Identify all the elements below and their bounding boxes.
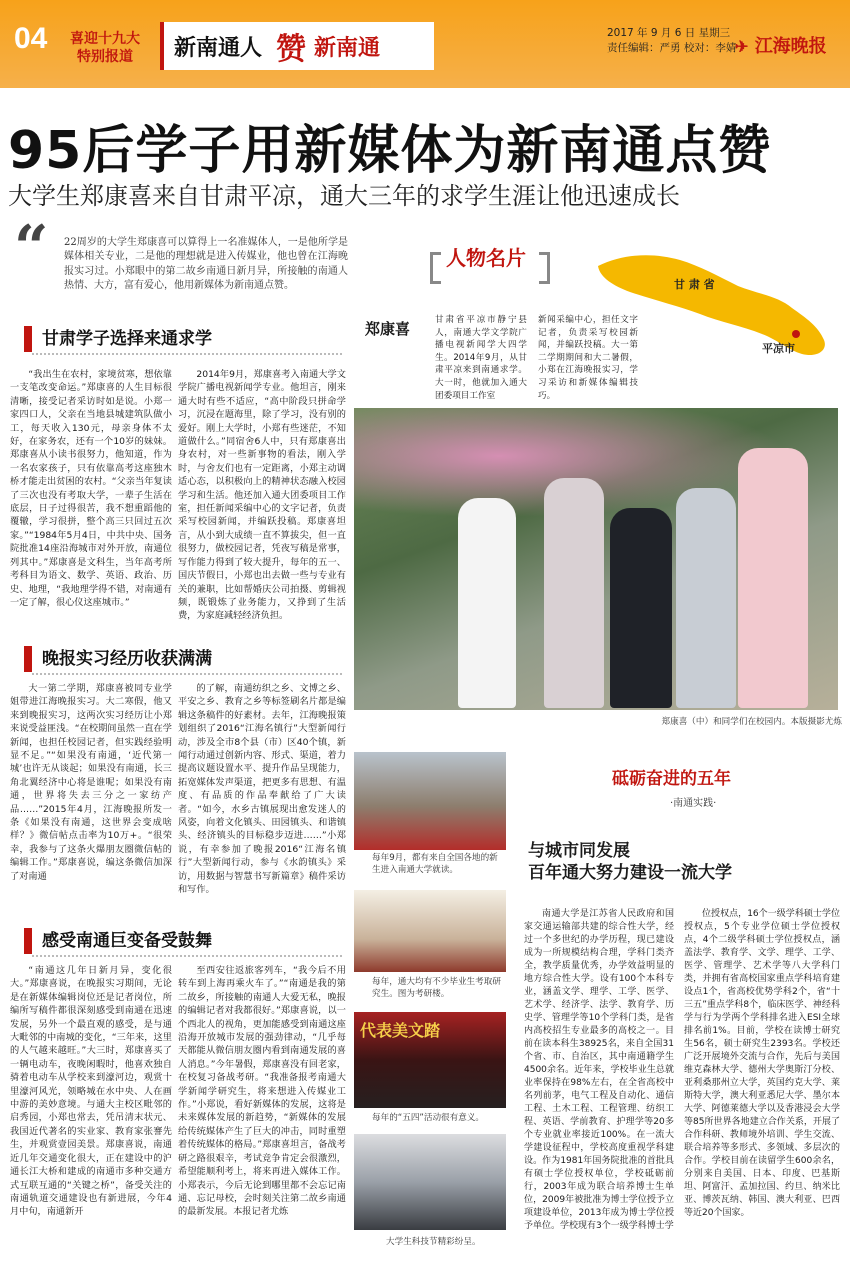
issue-info: [607, 26, 736, 56]
sidebar-column1: 南通大学是江苏省人民政府和国家交通运输部共建的综合性大学，经过一个多世纪的办学历程，现已建设成为一所规模结构合理，学科门类齐全，教学质量优秀，办学效益明显的地方综合性大学。设有100个本科专业，涵盖文学、理学、工学、医学、艺术学、经济学、法学、教育学、历史学、管理学等10个学科门类，是省内高校招生专业最多的高校之一。目前在读本科生38925名，来自全国31个省、市、自治区，其中南通籍学生4500余名。近年来，学校毕业生总就业率保持在98%左右，在全省高校中名列前茅，电气工程及自动化、通信工程、土木工程、工程管理、纺织工程、英语、学前教育、护理学等20多个专业就业率接近100%。在一流大学建设征程中，学校高度重视学科建设。作为1981年国务院批准的首批具有硕士学位授权单位，学校砥砺前行，2003年成为联合培养博士生单位，2009年被批准为博士学位授予立项建设单位，2013年成为博士学位授予单位。学校现有3个一级学科博士学: [524, 909, 674, 1231]
photo-may-fourth-caption: 每年的“五四”活动很有意义。: [372, 1113, 485, 1123]
page-number: 04: [14, 22, 48, 55]
gansu-province-shape: [598, 255, 825, 355]
student-figure-icon: [738, 448, 808, 708]
photo-may-fourth: [354, 1012, 506, 1108]
newspaper-logo: [735, 32, 827, 58]
profile-name: 郑康喜: [365, 320, 411, 338]
sidebar-column2: 位授权点，16个一级学科硕士学位授权点，5个专业学位硕士学位授权点，4个二级学科硕士学位授权点，涵盖法学、教育学、文学、理学、工学、医学、管理学、艺术学等八大学科门类，并拥有省高校国家重点学科培育建设点1个，省高校优势学科2个，省“十三五”重点学科8个，临床医学、神经科学与行为学两个学科排名进入ESI全球排名前1%。目前，学校在读博士研究生56名，硕士研究生2393名。学校还广泛开展境外交流与合作，先后与美国维克森林大学、德州大学奥斯汀分校、亚利桑那州立大学，英国约克大学、莱斯特大学，澳大利亚悉尼大学、墨尔本大学、阿德莱德大学以及香港浸会大学等85所世界各地建立合作关系，开展了合作科研、教师境外培训、学生交流、联合培养等多形式、多领域、多层次的合作。学校目前在读留学生600余名，分别来自美国、日本、印度、巴基斯坦、阿富汗、孟加拉国、约旦、纳米比亚、博茨瓦纳、韩国、澳大利亚、巴西等近20个国家。: [684, 909, 840, 1218]
photo-new-students-caption: 每年9月，都有来自全国各地的新生进入南通大学就读。: [372, 853, 498, 875]
pingliang-marker-icon: [792, 330, 800, 338]
section1-column2: 2014年9月，郑康喜考入南通大学文学院广播电视新闻学专业。他坦言，刚来通大时有些不适应，“高中阶段只拼命学习，沉浸在题海里，除了学习，没有别的爱好。刚上大学时，小郑有些迷茫，不知道做什么。”同宿舍6人中，只有郑康喜出身农村，对一些新事物的看法，刚入学时，与舍友们也有一定距离，小郑主动调适心态，以积极向上的精神状态融入校园学习和生活。他还加入通大团委项目工作室，担任新闻采编中心的文字记者，负责采写校园新闻，并编跃投稿。郑康喜坦言，从小到大成绩一直不算拔尖，但一直很努力，做校园记者，凭夜写稿是常事，写作能力得到了较大提升，每年的五一、国庆节假日，小郑也出去做一些与专业有关的兼职，比如帮婚庆公司拍摄、剪辑视频，既锻炼了业务能力，又挣到了生活费，为家庭减轻经济负担。: [178, 369, 346, 622]
photo-science-festival-caption: 大学生科技节精彩纷呈。: [386, 1237, 481, 1247]
section2-column1: 大一第二学期，郑康喜被同专业学姐带进江海晚报实习。大二寒假，他又来到晚报实习，这两次实习经历让小郑来说受益匪浅。“在校期间虽然一直在学新闻，也担任校园记者，但实践经验明显不足。”“如果没有南通，‘近代第一城’也许无从谈起；如果没有南通，长三角北翼经济中心将是谁呢；如果没有南通，世界将失去三分之一家纺产品……”2015年4月，江海晚报所发一条《如果没有南通，这世界会变成啥样？》微信帖点击率为10万+。“很荣幸，我参与了这条火爆朋友圈微信帖的编辑工作。”郑康喜说，编这条微信加深了对南通: [10, 683, 172, 882]
section2-heading: 晚报实习经历收获满满: [24, 646, 342, 672]
gansu-map: [592, 236, 840, 368]
sidebar-title: [528, 840, 732, 884]
section3-heading: 感受南通巨变备受鼓舞: [24, 928, 342, 954]
five-years-badge-sub: ·南通实践·: [670, 798, 717, 809]
section1-column1: “我出生在农村，家境贫寒，想依靠一支笔改变命运。”郑康喜的人生目标很清晰，接受记者采访时如是说。小郑一家四口人，父亲在当地县城建筑队做小工，每天收入130元，母亲身体不太好，在家务农，还有一个10岁的妹妹。郑康喜从小读书很努力，他知道，作为一名农家孩子，只有依靠高考这座独木桥才能走出贫困的农村。“父亲当年复读了三次也没有考取大学，一辈子生活在底层，日子过得很苦，我不想重蹈他的覆辙，学习很拼，整个高三只回过五次家。”“1984年5月4日，中共中央、国务院批准14座沿海城市对外开放，南通位列其中。”郑康喜是文科生，当年高考所考科目为语文、数学、英语、政治、历史、地理，“我地理学得不错，对南通有一定了解，很心仪这座城市。”: [10, 369, 172, 608]
profile-text-col2: 新闻采编中心，担任文字记者，负责采写校园新闻，并编跃投稿。大一第二学期期间和大二暑假，小郑在江海晚报实习，学习采访和新媒体编辑技巧。: [538, 315, 638, 401]
photo-exam-building: [354, 890, 506, 972]
slogan-part-a: 新南通人: [174, 36, 263, 61]
section-tag-top: 喜迎十九大: [70, 31, 140, 47]
logo-text: 江海晚报: [754, 36, 827, 57]
main-photo-students: [354, 408, 838, 710]
section3-column2: 至西安往返旅客列车，“我今后不用转车到上海再乘火车了。”“南通是我的第二故乡，所接触的南通人大爱无私，晚报的编辑记者对我都很好。”郑康喜说，以一个西北人的视角，更加能感受到南通这座沿海开放城市发展的强劲律动，“几乎每天都能从微信朋友圈内看到南通发展的喜人消息。”今年暑假，郑康喜没有回老家，在校复习备战考研。“我准备报考南通大学新闻学研究生，将来想进入传媒业工作。”小郑说，看好新媒体的发展，这将是未来媒体发展的新趋势，“新媒体的发展给传统媒体产生了巨大的冲击，同时重塑着传统媒体的格局。”郑康喜坦言，备战考研之路很艰辛，考试竞争肯定会很激烈，希望能顺利考上，将来再进入媒体工作。小郑表示，今后无论到哪里都不会忘记南通、忘记母校，会时刻关注第二故乡南通的最新发展。本报记者尤炼: [178, 965, 346, 1218]
sidebar-title-line1: 与城市同发展: [528, 841, 630, 861]
section-tag: [70, 30, 140, 66]
section-tag-bottom: 特别报道: [77, 49, 133, 65]
five-years-badge: [612, 760, 762, 818]
student-figure-icon: [610, 508, 672, 708]
page-header: [0, 0, 850, 88]
slogan-part-b: 赞: [276, 32, 306, 67]
photo-stage-sign: 代表美文踏: [360, 1021, 441, 1040]
main-photo-caption: 郑康喜（中）和同学们在校园内。本版摄影尤炼: [661, 717, 842, 727]
logo-bird-icon: ✈: [735, 37, 749, 56]
editor-credits: 责任编辑：严勇 校对：李婧: [607, 42, 737, 54]
profile-badge-text: 人物名片: [446, 246, 526, 270]
photo-exam-building-caption: 每年，通大均有不少毕业生考取研究生。图为考研楼。: [372, 977, 501, 999]
section3-column1: “南通这几年日新月异，变化很大。”郑康喜说，在晚报实习期间，无论是在新媒体编辑岗位还是记者岗位，所编所写稿件都很深刻感受到南通在迅速发展，另外一个最直观的感受，是与通大毗邻的中南城的变化，“三年来，这里的人气越来越旺。”大三时，郑康喜买了一辆电动车，夜晚闲暇时，他喜欢独自骑着电动车从学校来到濠河边，观赏十里濠河风光，领略城在水中央、人在画中游的美妙意境。与通大主校区毗邻的启秀园，小郑也常去，凭吊清末状元、我国近代著名的实业家、教育家张謇先生，并观赏壹园美景。郑康喜说，南通近几年交通变化很大，正在建设中的沪通长江大桥和建成的南通市多种交通方式互联互通的“关键之桥”，备受关注的南通轨道交通建设也有新进展，今年4月中旬，南通新开: [10, 965, 172, 1218]
map-province-label: 甘 肃 省: [674, 278, 715, 291]
subheadline: 大学生郑康喜来自甘肃平凉，通大三年的求学生涯让他迅速成长: [8, 182, 680, 210]
photo-new-students: [354, 752, 506, 850]
sidebar-title-line2: 百年通大努力建设一流大学: [528, 863, 732, 883]
quote-mark-icon: “: [14, 213, 49, 283]
issue-date: 2017 年 9 月 6 日 星期三: [607, 27, 731, 39]
map-city-label: 平凉市: [762, 342, 795, 355]
slogan-part-c: 新南通: [314, 36, 381, 61]
student-figure-icon: [676, 488, 736, 708]
lead-paragraph: 22周岁的大学生郑康喜可以算得上一名准媒体人，一是他所学是媒体相关专业，二是他的理想就是进入传媒业，他也曾在江海晚报实习过。小郑眼中的第二故乡南通日新月异，所接触的南通人热情、大方，富有爱心，他用新媒体为新南通点赞。: [64, 237, 348, 292]
column-slogan: [160, 22, 434, 70]
five-years-badge-title: 砥砺奋进的五年: [612, 769, 731, 789]
section2-column2: 的了解，南通纺织之乡、文博之乡、平安之乡、教育之乡等标签刷名片都是编辑这条稿件的好素材。去年，江海晚报策划组织了2016“江海名镇行”大型新闻行动，涉及全市8个县（市）区40个镇，新闻行动通过创新内容、形式、渠道，着力提高议题设置水平、提升作品呈现能力，拓宽媒体发声渠道，把更多有思想、有温度、有品质的作品奉献给了广大读者。“如今，水乡古镇展现出愈发迷人的风姿，向着文化镇头、田园镇头、和谐镇头、经济镇头的目标稳步迈进……”小郑说，有幸参加了晚报2016“江海名镇行”大型新闻行动，参与《水韵镇头》采访，用数据与智慧书写新篇章》稿件采访和写作。: [178, 683, 346, 896]
section1-heading: 甘肃学子选择来通求学: [24, 326, 342, 352]
student-figure-icon: [544, 478, 604, 708]
profile-text-col1: 甘肃省平凉市静宁县人，南通大学文学院广播电视新闻学大四学生。2014年9月，从甘肃平凉来到南通求学。大一时，他就加入通大团委项目工作室: [435, 315, 527, 401]
headline: 95后学子用新媒体为新南通点赞: [8, 121, 772, 181]
student-figure-icon: [458, 498, 516, 708]
profile-badge: [430, 236, 550, 282]
photo-science-festival: [354, 1134, 506, 1230]
